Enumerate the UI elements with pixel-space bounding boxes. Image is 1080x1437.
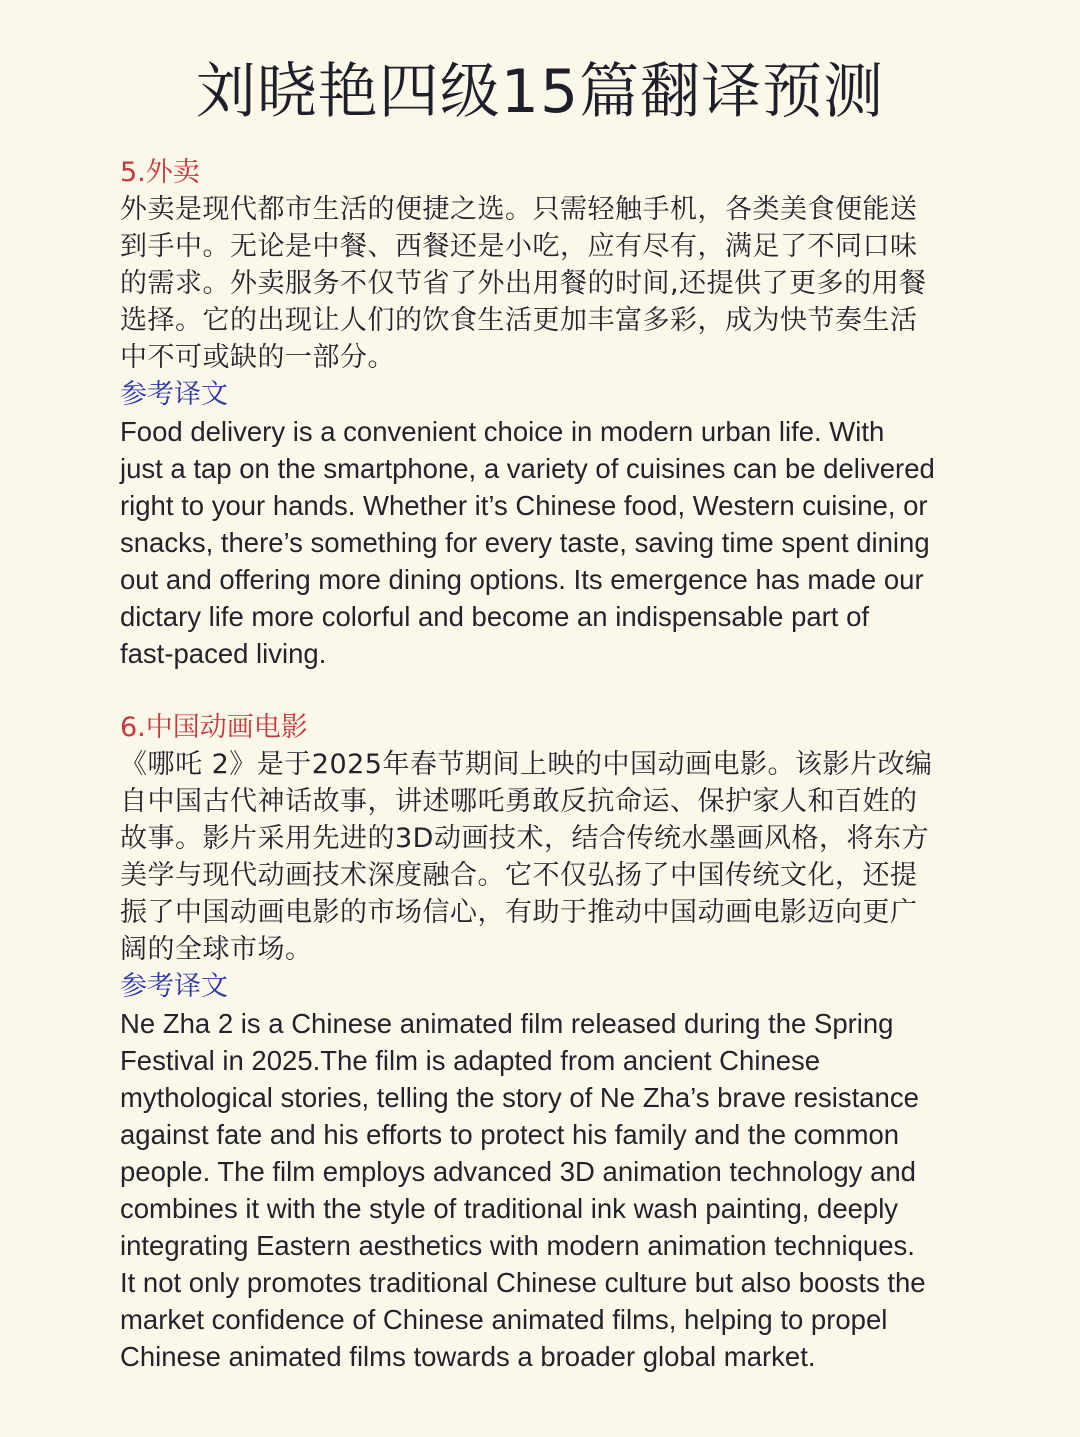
reference-translation-label: 参考译文 <box>120 379 228 410</box>
english-line: people. The film employs advanced 3D animation technology and <box>120 1156 916 1187</box>
chinese-line: 到手中。无论是中餐、西餐还是小吃，应有尽有，满足了不同口味 <box>120 231 918 262</box>
english-translation <box>120 413 1010 672</box>
chinese-passage <box>120 191 1010 376</box>
english-line: mythological stories, telling the story of Ne Zha’s brave resistance <box>120 1082 919 1113</box>
section-heading: 6.中国动画电影 <box>120 712 308 743</box>
reference-translation-label: 参考译文 <box>120 971 228 1002</box>
english-line: integrating Eastern aesthetics with modern animation techniques. <box>120 1230 915 1261</box>
english-line: snacks, there’s something for every taste, saving time spent dining <box>120 527 930 558</box>
chinese-line: 外卖是现代都市生活的便捷之选。只需轻触手机，各类美食便能送 <box>120 194 918 225</box>
section-heading: 5.外卖 <box>120 157 200 188</box>
english-line: dictary life more colorful and become an indispensable part of <box>120 601 870 632</box>
chinese-line: 振了中国动画电影的市场信心，有助于推动中国动画电影迈向更广 <box>120 897 918 928</box>
english-translation <box>120 1005 1010 1375</box>
english-line: Food delivery is a convenient choice in modern urban life. With <box>120 416 885 447</box>
english-line: Ne Zha 2 is a Chinese animated film released during the Spring <box>120 1008 894 1039</box>
chinese-line: 阔的全球市场。 <box>120 934 313 965</box>
english-line: Chinese animated films towards a broader global market. <box>120 1341 816 1372</box>
english-line: fast-paced living. <box>120 638 327 669</box>
chinese-line: 中不可或缺的一部分。 <box>120 342 395 373</box>
english-line: against fate and his efforts to protect his family and the common <box>120 1119 900 1150</box>
english-line: right to your hands. Whether it’s Chinese food, Western cuisine, or <box>120 490 928 521</box>
page-title: 刘晓艳四级15篇翻译预测 <box>195 57 885 127</box>
chinese-line: 美学与现代动画技术深度融合。它不仅弘扬了中国传统文化，还提 <box>120 860 918 891</box>
english-line: market confidence of Chinese animated films, helping to propel <box>120 1304 888 1335</box>
chinese-line: 《哪吒 2》是于2025年春节期间上映的中国动画电影。该影片改编 <box>120 749 933 780</box>
chinese-passage <box>120 746 1010 968</box>
document-content <box>120 154 1010 1375</box>
english-line: out and offering more dining options. Its emergence has made our <box>120 564 924 595</box>
chinese-line: 选择。它的出现让人们的饮食生活更加丰富多彩，成为快节奏生活 <box>120 305 918 336</box>
chinese-line: 的需求。外卖服务不仅节省了外出用餐的时间,还提供了更多的用餐 <box>120 268 927 299</box>
section-chinese-animated-film <box>120 709 1010 1375</box>
chinese-line: 自中国古代神话故事，讲述哪吒勇敢反抗命运、保护家人和百姓的 <box>120 786 918 817</box>
english-line: Festival in 2025.The film is adapted from ancient Chinese <box>120 1045 821 1076</box>
english-line: It not only promotes traditional Chinese culture but also boosts the <box>120 1267 926 1298</box>
english-line: combines it with the style of traditional ink wash painting, deeply <box>120 1193 899 1224</box>
chinese-line: 故事。影片采用先进的3D动画技术，结合传统水墨画风格，将东方 <box>120 823 929 854</box>
section-food-delivery <box>120 154 1010 672</box>
english-line: just a tap on the smartphone, a variety of cuisines can be delivered <box>120 453 935 484</box>
